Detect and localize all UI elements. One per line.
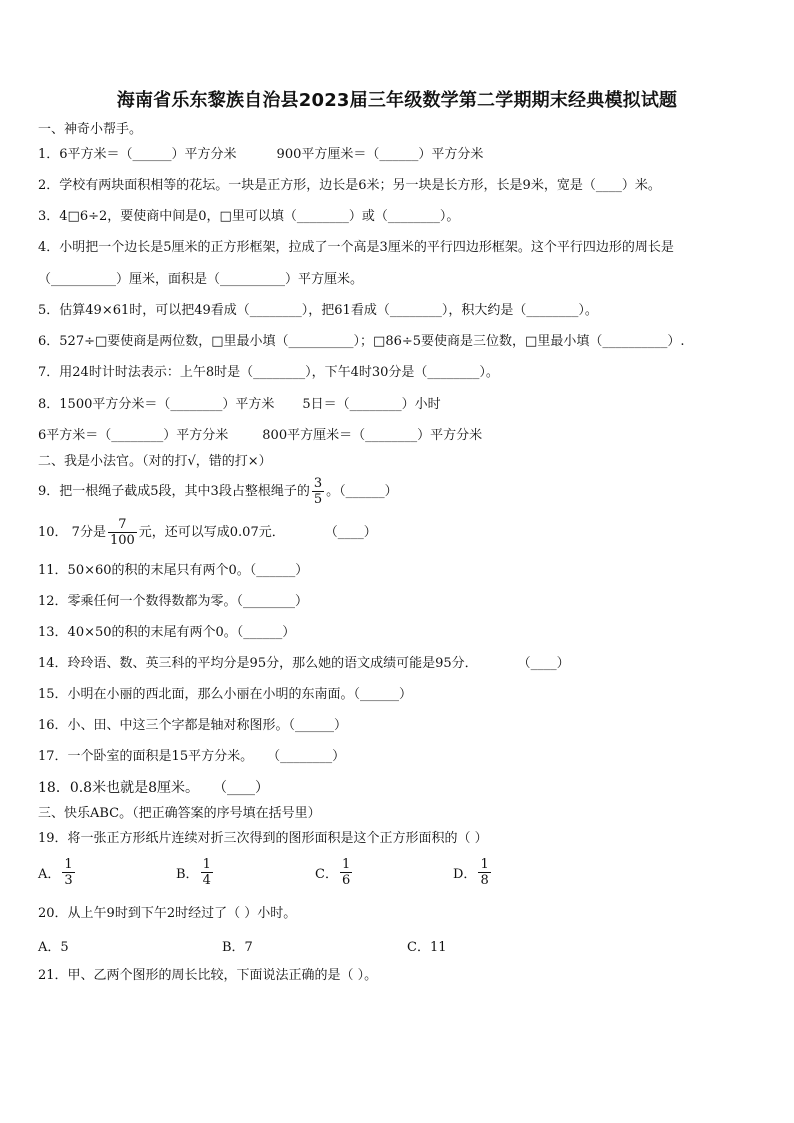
question-4-line-2: （__________）厘米，面积是（__________）平方厘米。 xyxy=(38,272,364,287)
question-20-option-c: C．11 xyxy=(407,940,447,955)
question-1 xyxy=(38,146,483,164)
fraction-denominator: 3 xyxy=(64,873,73,888)
question-7: 7．用24时计时法表示：上午8时是（________），下午4时30分是（________）。 xyxy=(38,365,499,380)
question-1-part-b: 900平方厘米＝（______）平方分米 xyxy=(276,147,484,162)
question-20-option-b: B．7 xyxy=(222,940,253,955)
fraction-numerator: 1 xyxy=(480,857,489,872)
fraction-1-4 xyxy=(201,857,213,888)
question-19: 19．将一张正方形纸片连续对折三次得到的图形面积是这个正方形面积的（ ） xyxy=(38,831,488,846)
question-18-text: 18．0.8米也就是8厘米。 xyxy=(38,780,199,796)
question-8-part-c: 6平方米＝（________）平方分米 xyxy=(38,428,229,443)
question-19-option-b xyxy=(176,857,215,888)
question-8-line-2 xyxy=(38,427,482,445)
option-label: D． xyxy=(453,867,477,882)
question-11: 11．50×60的积的末尾只有两个0。（______） xyxy=(38,563,309,578)
fraction-numerator: 1 xyxy=(202,857,211,872)
question-12: 12．零乘任何一个数得数都为零。（________） xyxy=(38,594,309,609)
option-label: C． xyxy=(315,867,338,882)
fraction-3-5 xyxy=(312,476,324,507)
question-8-part-d: 800平方厘米＝（________）平方分米 xyxy=(262,428,483,443)
question-2: 2．学校有两块面积相等的花坛。一块是正方形，边长是6米；另一块是长方形，长是9米，宽是（____）米。 xyxy=(38,178,661,193)
question-10-text-end: 元，还可以写成0.07元． xyxy=(138,525,285,540)
option-label: A． xyxy=(38,867,61,882)
question-19-option-a xyxy=(38,857,77,888)
question-8-part-a: 8．1500平方分米＝（________）平方米 xyxy=(38,397,275,412)
fraction-numerator: 3 xyxy=(313,476,323,491)
question-18-blank: （____） xyxy=(213,780,269,796)
question-5: 5．估算49×61时，可以把49看成（________），把61看成（________），积大约是（________）。 xyxy=(38,303,598,318)
question-18 xyxy=(38,779,269,797)
question-20-option-a: A．5 xyxy=(38,940,69,955)
fraction-numerator: 1 xyxy=(341,857,351,872)
question-14-blank: （____） xyxy=(517,656,570,671)
question-14 xyxy=(38,655,570,673)
question-19-option-c xyxy=(315,857,354,888)
question-19-option-d xyxy=(453,857,493,888)
question-9-blank: 。（______） xyxy=(326,484,398,499)
question-15: 15．小明在小丽的西北面，那么小丽在小明的东南面。（______） xyxy=(38,687,413,702)
fraction-denominator: 5 xyxy=(313,492,323,507)
question-16: 16．小、田、中这三个字都是轴对称图形。（______） xyxy=(38,718,348,733)
fraction-denominator: 100 xyxy=(109,533,135,548)
question-17-blank: （________） xyxy=(267,749,346,764)
option-label: B． xyxy=(176,867,199,882)
question-10-text: 10． 7分是 xyxy=(38,525,106,540)
fraction-numerator: 7 xyxy=(118,517,127,532)
page-title: 海南省乐东黎族自治县2023届三年级数学第二学期期末经典模拟试题 xyxy=(116,90,678,111)
question-17-text: 17．一个卧室的面积是15平方分米。 xyxy=(38,749,254,764)
fraction-1-8 xyxy=(478,857,490,888)
fraction-denominator: 4 xyxy=(202,873,211,888)
question-1-part-a: 1．6平方米＝（______）平方分米 xyxy=(38,147,237,162)
question-13: 13．40×50的积的末尾有两个0。（______） xyxy=(38,625,296,640)
question-10-blank: （____） xyxy=(324,525,377,540)
fraction-7-100 xyxy=(108,517,137,548)
section-2-heading: 二、我是小法官。（对的打√，错的打×） xyxy=(38,454,272,469)
question-10 xyxy=(38,517,377,549)
question-8-line-1 xyxy=(38,396,441,414)
fraction-1-6 xyxy=(340,857,352,888)
question-8-part-b: 5日＝（________）小时 xyxy=(302,397,441,412)
fraction-1-3 xyxy=(62,857,74,888)
fraction-denominator: 6 xyxy=(341,873,351,888)
question-4-line-1: 4．小明把一个边长是5厘米的正方形框架，拉成了一个高是3厘米的平行四边形框架。这个平行四边形的周长是 xyxy=(38,240,674,255)
fraction-denominator: 8 xyxy=(480,873,489,888)
section-3-heading: 三、快乐ABC。（把正确答案的序号填在括号里） xyxy=(38,806,321,821)
question-17 xyxy=(38,748,345,766)
question-3: 3．4□6÷2，要使商中间是0，□里可以填（________）或（________）。 xyxy=(38,209,460,224)
question-9 xyxy=(38,476,398,508)
fraction-numerator: 1 xyxy=(64,857,73,872)
question-21: 21．甲、乙两个图形的周长比较，下面说法正确的是（ ）。 xyxy=(38,968,378,983)
question-14-text: 14．玲玲语、数、英三科的平均分是95分，那么她的语文成绩可能是95分． xyxy=(38,656,478,671)
question-20: 20．从上午9时到下午2时经过了（ ）小时。 xyxy=(38,906,297,921)
section-1-heading: 一、神奇小帮手。 xyxy=(38,122,143,137)
question-6: 6．527÷□要使商是两位数，□里最小填（__________）；□86÷5要使商是三位数，□里最小填（__________）. xyxy=(38,334,685,349)
question-9-text: 9．把一根绳子截成5段，其中3段占整根绳子的 xyxy=(38,484,310,499)
